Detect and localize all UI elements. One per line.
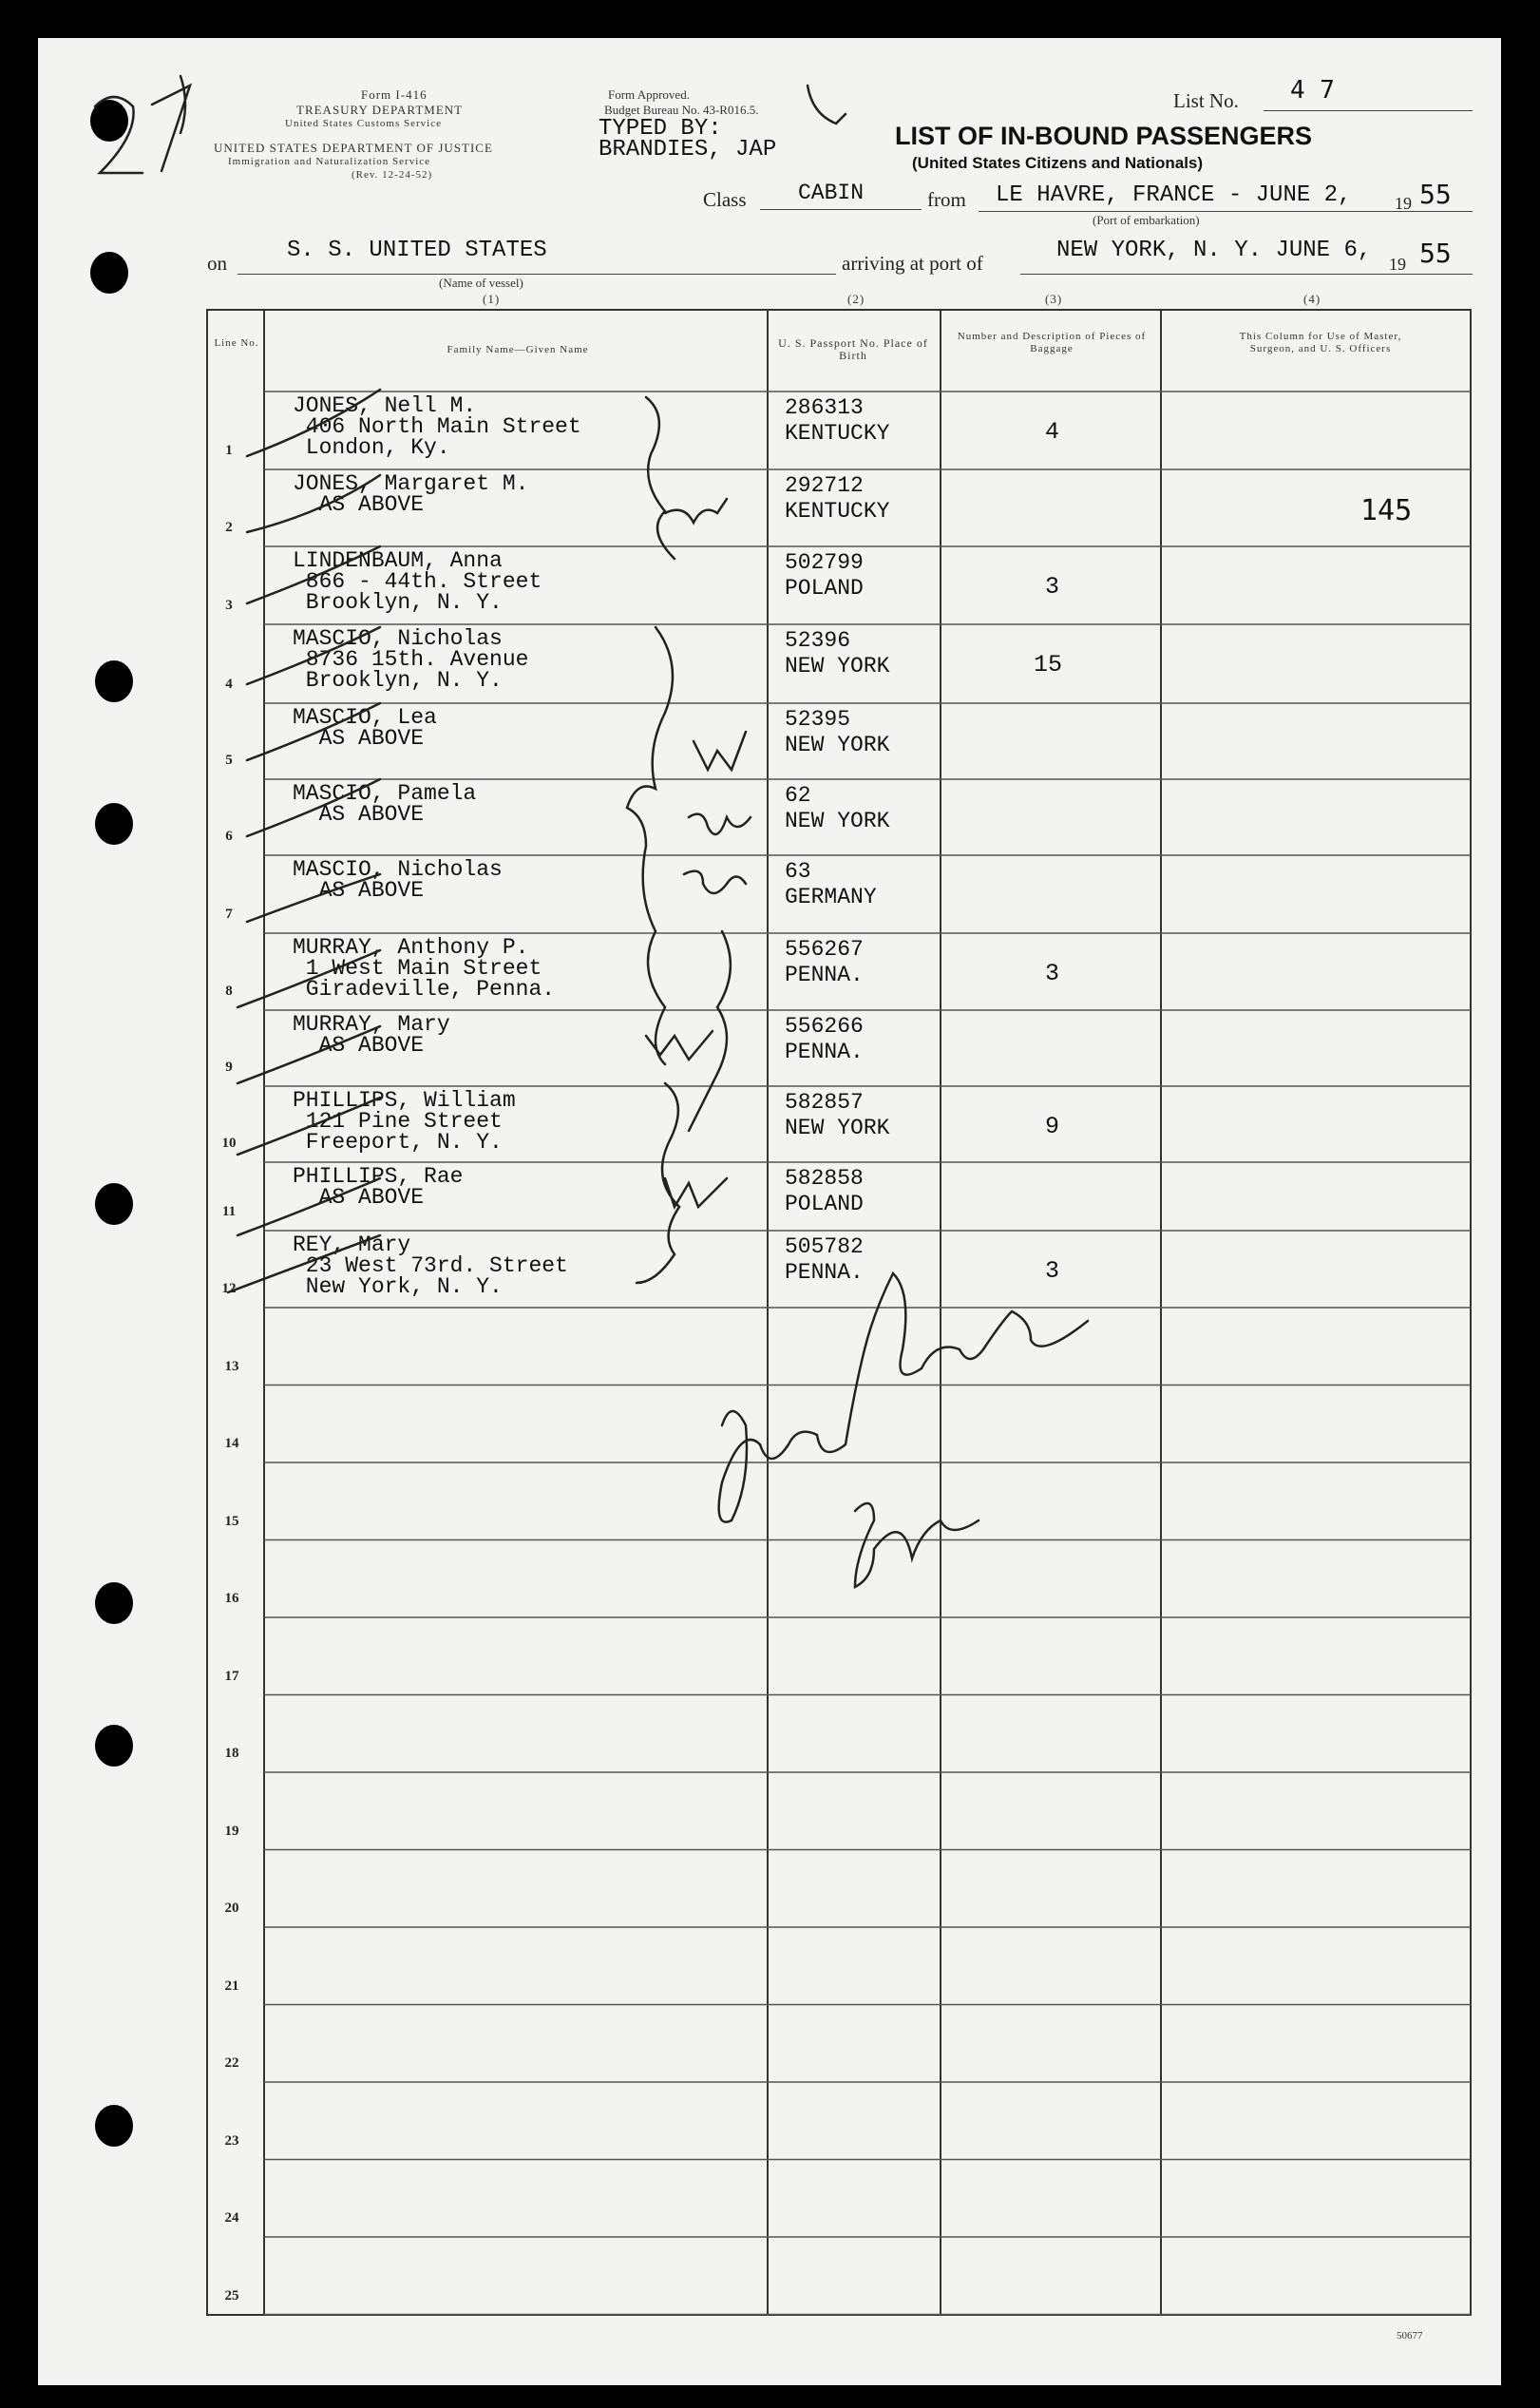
passport-number: 582858	[785, 1166, 864, 1191]
justice-dept: UNITED STATES DEPARTMENT OF JUSTICE	[214, 141, 493, 155]
form-subtitle: (United States Citizens and Nationals)	[912, 154, 1204, 172]
passport-info	[785, 550, 864, 602]
line-number: 24	[224, 2210, 239, 2226]
place-of-birth: PENNA.	[785, 1040, 864, 1064]
passport-number: 52395	[785, 707, 851, 732]
passenger-name-line: JONES, Margaret M.	[293, 471, 529, 496]
passport-number: 62	[785, 783, 811, 808]
from-label: from	[927, 188, 966, 211]
passenger-name-line: REY, Mary	[293, 1233, 411, 1257]
baggage-count: 3	[1045, 1257, 1060, 1285]
passenger-name-line: MURRAY, Anthony P.	[293, 935, 529, 960]
arrival-year-prefix: 19	[1389, 255, 1406, 274]
line-number: 6	[225, 829, 233, 844]
baggage-count: 9	[1045, 1113, 1060, 1140]
passenger-name-line: AS ABOVE	[293, 1033, 425, 1058]
arrival-port: NEW YORK, N. Y. JUNE 6,	[1056, 238, 1372, 263]
passenger-name-line: Brooklyn, N. Y.	[293, 590, 503, 615]
passport-number: 52396	[785, 628, 851, 653]
baggage-count: 3	[1045, 960, 1060, 987]
passport-info	[785, 395, 889, 447]
col-passport: U. S. Passport No. Place of Birth	[778, 336, 928, 362]
passport-info	[785, 707, 889, 758]
place-of-birth: POLAND	[785, 1192, 864, 1216]
passenger-name-line: London, Ky.	[293, 435, 450, 460]
corner-number: 50677	[1397, 2330, 1423, 2341]
place-of-birth: PENNA.	[785, 1260, 864, 1285]
passenger-name-line: 866 - 44th. Street	[293, 569, 542, 594]
passenger-name-line: AS ABOVE	[293, 726, 425, 751]
passenger-name-line: AS ABOVE	[293, 802, 425, 827]
col-family-name: Family Name—Given Name	[447, 344, 589, 355]
passport-number: 556267	[785, 937, 864, 962]
passport-info	[785, 1234, 864, 1286]
passport-info	[785, 1090, 889, 1141]
passenger-name-line: Freeport, N. Y.	[293, 1130, 503, 1155]
passenger-name-line: Giradeville, Penna.	[293, 977, 556, 1002]
arriving-label: arriving at port of	[842, 252, 983, 275]
line-number: 23	[224, 2132, 239, 2149]
baggage-count: 3	[1045, 573, 1060, 601]
col-line-no: Line No.	[214, 337, 259, 349]
from-year-prefix: 19	[1395, 194, 1412, 213]
revision: (Rev. 12-24-52)	[352, 169, 433, 181]
passport-number: 502799	[785, 550, 864, 575]
passenger-name-line: 23 West 73rd. Street	[293, 1253, 568, 1278]
line-number: 2	[225, 520, 233, 535]
passenger-name-line: MASCIO, Nicholas	[293, 857, 503, 882]
passenger-name-line: 8736 15th. Avenue	[293, 647, 529, 672]
line-number: 13	[224, 1358, 239, 1374]
passenger-name-line: JONES, Nell M.	[293, 393, 477, 418]
form-approved: Form Approved.	[608, 87, 690, 102]
line-number: 4	[225, 677, 233, 692]
signature-note	[860, 1454, 911, 1474]
passport-number: 556266	[785, 1014, 864, 1039]
passenger-name	[293, 395, 581, 458]
passenger-name	[293, 937, 555, 1000]
place-of-birth: NEW YORK	[785, 1116, 890, 1140]
signature	[884, 1349, 997, 1369]
line-number: 9	[225, 1060, 233, 1075]
on-label: on	[207, 252, 227, 275]
passenger-name-line: 406 North Main Street	[293, 414, 581, 439]
ins-service: Immigration and Naturalization Service	[228, 156, 431, 167]
place-of-birth: NEW YORK	[785, 809, 890, 833]
passenger-name	[293, 1014, 450, 1056]
line-number: 1	[225, 443, 233, 458]
passenger-name-line: PHILLIPS, Rae	[293, 1164, 464, 1189]
passenger-name-line: LINDENBAUM, Anna	[293, 548, 503, 573]
officer-note: 145	[1360, 494, 1413, 527]
passport-number: 582857	[785, 1090, 864, 1115]
col-baggage: Number and Description of Pieces of Baggage	[957, 331, 1147, 354]
passport-info	[785, 859, 877, 910]
treasury-dept: TREASURY DEPARTMENT	[296, 103, 464, 117]
line-number: 11	[221, 1204, 237, 1219]
passenger-name-line: AS ABOVE	[293, 1185, 425, 1210]
passport-info	[785, 783, 889, 834]
line-number: 8	[225, 984, 233, 999]
col-officers: This Column for Use of Master, Surgeon, and U. S. Officers	[1239, 331, 1402, 354]
line-number: 25	[224, 2287, 239, 2303]
from-year: 55	[1419, 179, 1452, 210]
line-number: 16	[224, 1591, 239, 1606]
col-num-3: (3)	[1045, 292, 1063, 306]
list-number: 4 7	[1290, 76, 1335, 105]
place-of-birth: KENTUCKY	[785, 499, 890, 524]
passenger-name-line: 1 West Main Street	[293, 956, 542, 981]
place-of-birth: NEW YORK	[785, 733, 890, 757]
line-number: 21	[224, 1978, 239, 1994]
passport-info	[785, 1014, 864, 1065]
passenger-name-line: Brooklyn, N. Y.	[293, 668, 503, 693]
passenger-name-line: MURRAY, Mary	[293, 1012, 450, 1037]
line-number: 14	[224, 1436, 239, 1451]
passenger-name	[293, 1090, 516, 1153]
passport-info	[785, 628, 889, 679]
passenger-name-line: MASCIO, Nicholas	[293, 626, 503, 651]
place-of-birth: KENTUCKY	[785, 421, 890, 446]
passenger-name	[293, 473, 528, 515]
passenger-name-line: AS ABOVE	[293, 878, 425, 903]
line-number: 15	[224, 1513, 239, 1529]
line-number: 10	[221, 1136, 237, 1151]
line-number: 18	[224, 1746, 239, 1761]
place-of-birth: NEW YORK	[785, 654, 890, 678]
passenger-name	[293, 1234, 568, 1297]
passport-info	[785, 1166, 864, 1217]
passenger-name	[293, 550, 542, 613]
baggage-count: 4	[1045, 418, 1060, 446]
passport-number: 63	[785, 859, 811, 884]
passenger-name-line: New York, N. Y.	[293, 1274, 503, 1299]
place-of-birth: PENNA.	[785, 963, 864, 987]
list-no-label: List No.	[1173, 89, 1239, 112]
line-number: 7	[225, 907, 233, 922]
arrival-year: 55	[1419, 238, 1452, 269]
form-number: Form I-416	[361, 87, 428, 102]
port-of-embarkation: LE HAVRE, FRANCE - JUNE 2,	[996, 182, 1352, 208]
line-number: 3	[225, 598, 233, 613]
passenger-name	[293, 707, 437, 749]
typed-by-label: TYPED BY:	[599, 116, 722, 142]
passenger-name-line: AS ABOVE	[293, 492, 425, 517]
line-number: 5	[225, 753, 233, 768]
passport-number: 505782	[785, 1234, 864, 1259]
passenger-name-line: PHILLIPS, William	[293, 1088, 516, 1113]
baggage-count: 15	[1034, 651, 1063, 678]
col-num-1: (1)	[483, 292, 501, 306]
line-number: 22	[224, 2055, 239, 2071]
passport-number: 286313	[785, 395, 864, 420]
place-of-birth: GERMANY	[785, 885, 877, 909]
passenger-name-line: MASCIO, Lea	[293, 705, 437, 730]
passenger-name	[293, 628, 528, 691]
customs-service: United States Customs Service	[285, 118, 442, 129]
vessel-caption: (Name of vessel)	[439, 276, 523, 290]
vessel-name: S. S. UNITED STATES	[287, 238, 547, 263]
budget-bureau: Budget Bureau No. 43-R016.5.	[604, 103, 759, 117]
passenger-name-line: 121 Pine Street	[293, 1109, 503, 1134]
col-num-2: (2)	[847, 292, 865, 306]
line-number: 20	[224, 1901, 239, 1916]
passport-number: 292712	[785, 473, 864, 498]
passport-info	[785, 473, 889, 525]
passenger-name	[293, 1166, 463, 1208]
place-of-birth: POLAND	[785, 576, 864, 601]
passenger-name	[293, 783, 476, 825]
class-label: Class	[703, 188, 747, 211]
passenger-name-line: MASCIO, Pamela	[293, 781, 477, 806]
line-number: 19	[224, 1823, 239, 1839]
typist-name: BRANDIES, JAP	[599, 137, 777, 162]
class-value: CABIN	[798, 181, 865, 205]
line-number: 17	[224, 1668, 239, 1684]
col-num-4: (4)	[1303, 292, 1321, 306]
line-number: 12	[221, 1281, 237, 1296]
passenger-name	[293, 859, 503, 901]
form-title: LIST OF IN-BOUND PASSENGERS	[895, 122, 1313, 150]
passport-info	[785, 937, 864, 988]
embarkation-caption: (Port of embarkation)	[1093, 213, 1200, 227]
